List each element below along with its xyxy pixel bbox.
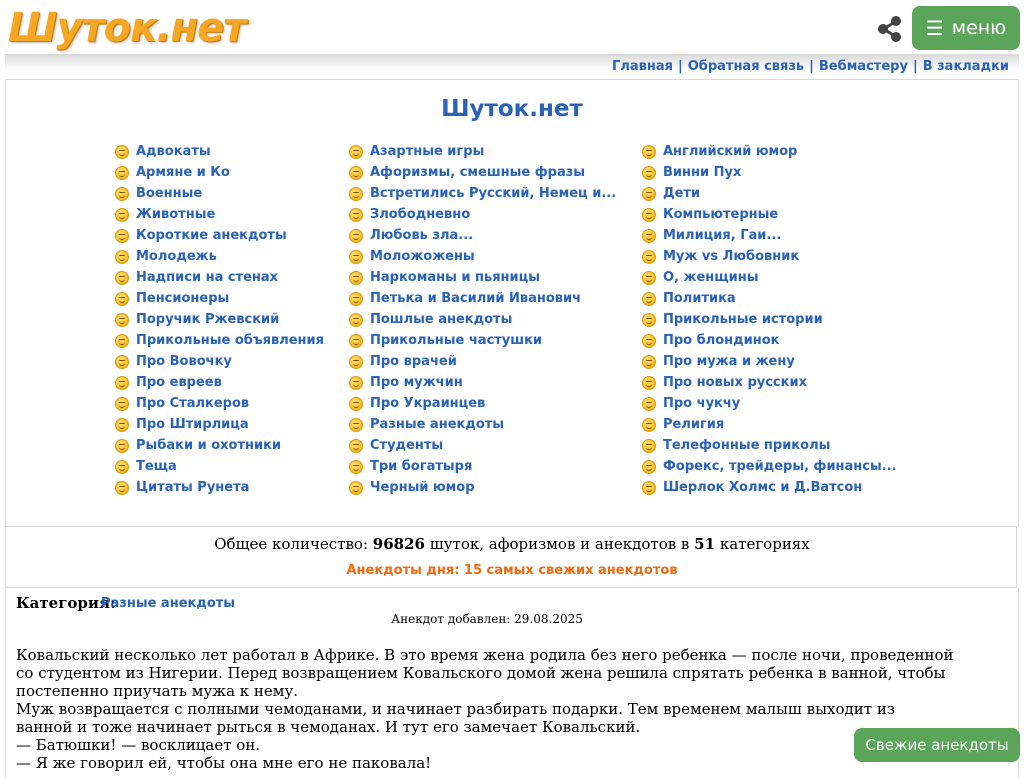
category-item[interactable] (349, 183, 616, 204)
category-link[interactable]: Шерлок Холмс и Д.Ватсон (663, 480, 863, 495)
category-item[interactable] (349, 267, 616, 288)
smiley-icon (642, 439, 656, 453)
hamburger-icon: ☰ (925, 16, 944, 40)
category-link[interactable]: Поручик Ржевский (136, 312, 280, 327)
category-item[interactable] (349, 309, 616, 330)
joke-category-link[interactable]: Разные анекдоты (101, 596, 236, 611)
category-item[interactable] (349, 435, 616, 456)
category-link[interactable]: Компьютерные (663, 207, 779, 222)
joke-line: Ковальский несколько лет работал в Африке. В это время жена родила без него ребенка — после ночи, проведенной со студентом из Нигерии. Перед возвращением Ковальского домой жена решила спрятать ребенка в ванной, чтобы постепенно приучать мужа к нему. (16, 646, 954, 700)
category-item[interactable] (349, 372, 616, 393)
category-item[interactable] (115, 351, 324, 372)
category-item[interactable] (115, 246, 324, 267)
category-item[interactable] (115, 141, 324, 162)
category-column-3 (642, 141, 897, 498)
category-link[interactable]: Про евреев (136, 375, 222, 390)
category-item[interactable] (642, 393, 897, 414)
site-logo[interactable]: Шуток.нет (8, 5, 246, 51)
category-link[interactable]: Афоризмы, смешные фразы (370, 165, 586, 180)
smiley-icon (115, 460, 129, 474)
category-item[interactable] (115, 204, 324, 225)
category-link[interactable]: Религия (663, 417, 725, 432)
category-item[interactable] (349, 477, 616, 498)
smiley-icon (642, 313, 656, 327)
category-item[interactable] (349, 393, 616, 414)
smiley-icon (642, 250, 656, 264)
category-item[interactable] (115, 288, 324, 309)
link-bookmarks[interactable]: В закладки (922, 59, 1009, 74)
header (0, 0, 1024, 56)
category-link[interactable]: Прикольные объявления (136, 333, 324, 348)
category-item[interactable] (642, 372, 897, 393)
category-item[interactable] (642, 351, 897, 372)
smiley-icon (642, 208, 656, 222)
category-item[interactable] (115, 477, 324, 498)
smiley-icon (115, 229, 129, 243)
category-item[interactable] (115, 183, 324, 204)
stats-total: 96826 (372, 535, 425, 553)
category-link[interactable]: Муж vs Любовник (663, 249, 800, 264)
category-link[interactable]: Про Вовочку (136, 354, 232, 369)
category-item[interactable] (642, 246, 897, 267)
category-link[interactable]: Черный юмор (370, 480, 475, 495)
category-link[interactable]: Пошлые анекдоты (370, 312, 513, 327)
category-link[interactable]: Прикольные истории (663, 312, 823, 327)
category-item[interactable] (349, 204, 616, 225)
smiley-icon (349, 481, 363, 495)
category-item[interactable] (642, 456, 897, 477)
smiley-icon (349, 208, 363, 222)
joke-text (16, 646, 956, 772)
category-item[interactable] (642, 288, 897, 309)
category-link[interactable]: Милиция, Гаи... (663, 228, 782, 243)
smiley-icon (349, 145, 363, 159)
smiley-icon (349, 397, 363, 411)
joke-line: Муж возвращается с полными чемоданами, и начинает разбирать подарки. Тем временем малыш выходит из ванной и тоже начинает рыться в чемоданах. И тут его замечает Ковальский. (16, 700, 895, 736)
smiley-icon (349, 313, 363, 327)
smiley-icon (349, 334, 363, 348)
category-item[interactable] (349, 246, 616, 267)
smiley-icon (349, 250, 363, 264)
category-link[interactable]: Форекс, трейдеры, финансы... (663, 459, 897, 474)
category-link[interactable]: Адвокаты (136, 144, 211, 159)
smiley-icon (642, 481, 656, 495)
smiley-icon (349, 439, 363, 453)
category-item[interactable] (115, 393, 324, 414)
smiley-icon (642, 460, 656, 474)
category-link[interactable]: Английский юмор (663, 144, 798, 159)
category-link[interactable]: Про Штирлица (136, 417, 249, 432)
smiley-icon (115, 376, 129, 390)
smiley-icon (349, 271, 363, 285)
category-item[interactable] (349, 162, 616, 183)
daily-jokes (0, 563, 1024, 578)
smiley-icon (115, 439, 129, 453)
category-item[interactable] (642, 477, 897, 498)
smiley-icon (642, 145, 656, 159)
category-item[interactable] (115, 372, 324, 393)
smiley-icon (115, 250, 129, 264)
category-link[interactable]: Винни Пух (663, 165, 742, 180)
smiley-icon (115, 292, 129, 306)
category-link[interactable]: Пенсионеры (136, 291, 230, 306)
category-link[interactable]: Рыбаки и охотники (136, 438, 282, 453)
category-item[interactable] (115, 225, 324, 246)
smiley-icon (642, 292, 656, 306)
smiley-icon (115, 355, 129, 369)
smiley-icon (642, 376, 656, 390)
category-link[interactable]: Дети (663, 186, 701, 201)
category-link[interactable]: Злободневно (370, 207, 471, 222)
category-link[interactable]: Моложожены (370, 249, 475, 264)
smiley-icon (642, 187, 656, 201)
stats-line: Общее количество: 96826 шуток, афоризмов и анекдотов в 51 категориях (214, 535, 810, 553)
category-column-2 (349, 141, 616, 498)
category-item[interactable] (642, 435, 897, 456)
smiley-icon (115, 187, 129, 201)
category-link[interactable]: Разные анекдоты (370, 417, 505, 432)
category-item[interactable] (642, 141, 897, 162)
category-item[interactable] (115, 330, 324, 351)
joke-category-label: Категория: (16, 594, 116, 612)
category-item[interactable] (115, 435, 324, 456)
category-link[interactable]: Студенты (370, 438, 444, 453)
smiley-icon (642, 334, 656, 348)
category-link[interactable]: Любовь зла... (370, 228, 474, 243)
smiley-icon (349, 166, 363, 180)
share-icon[interactable] (876, 14, 904, 44)
category-link[interactable]: Короткие анекдоты (136, 228, 287, 243)
smiley-icon (115, 397, 129, 411)
top-links: Главная | Обратная связь | Вебмастеру | В закладки (612, 59, 1009, 74)
smiley-icon (115, 145, 129, 159)
menu-label: меню (951, 17, 1007, 39)
smiley-icon (349, 229, 363, 243)
smiley-icon (349, 187, 363, 201)
category-link[interactable]: Про новых русских (663, 375, 807, 390)
category-link[interactable]: Про Сталкеров (136, 396, 250, 411)
smiley-icon (115, 271, 129, 285)
category-item[interactable] (349, 330, 616, 351)
smiley-icon (642, 229, 656, 243)
category-link[interactable]: Про блондинок (663, 333, 780, 348)
category-link[interactable]: Петька и Василий Иванович (370, 291, 582, 306)
category-item[interactable] (115, 162, 324, 183)
category-link[interactable]: Про мужчин (370, 375, 463, 390)
category-link[interactable]: Животные (136, 207, 216, 222)
category-link[interactable]: Наркоманы и пьяницы (370, 270, 541, 285)
category-item[interactable] (115, 414, 324, 435)
category-item[interactable] (642, 414, 897, 435)
smiley-icon (642, 355, 656, 369)
smiley-icon (115, 334, 129, 348)
smiley-icon (642, 418, 656, 432)
smiley-icon (115, 208, 129, 222)
category-item[interactable] (349, 288, 616, 309)
category-link[interactable]: Прикольные частушки (370, 333, 543, 348)
category-link[interactable]: Армяне и Ко (136, 165, 230, 180)
smiley-icon (115, 166, 129, 180)
category-item[interactable] (349, 141, 616, 162)
category-item[interactable] (115, 267, 324, 288)
menu-button[interactable] (912, 6, 1020, 50)
category-link[interactable]: Встретились Русский, Немец и... (370, 186, 617, 201)
page-title: Шуток.нет (441, 96, 583, 122)
category-item[interactable] (642, 183, 897, 204)
category-item[interactable] (642, 309, 897, 330)
category-link[interactable]: Цитаты Рунета (136, 480, 250, 495)
category-link[interactable]: Военные (136, 186, 203, 201)
category-link[interactable]: Про чукчу (663, 396, 741, 411)
category-item[interactable] (642, 330, 897, 351)
category-item[interactable] (642, 267, 897, 288)
link-feedback[interactable]: Обратная связь (687, 59, 805, 74)
smiley-icon (349, 460, 363, 474)
smiley-icon (115, 313, 129, 327)
category-item[interactable] (642, 204, 897, 225)
smiley-icon (642, 166, 656, 180)
category-link[interactable]: Азартные игры (370, 144, 485, 159)
category-item[interactable] (642, 225, 897, 246)
smiley-icon (349, 292, 363, 306)
smiley-icon (642, 271, 656, 285)
category-item[interactable] (349, 351, 616, 372)
stats-categories-count: 51 (694, 535, 716, 553)
category-item[interactable] (349, 456, 616, 477)
category-link[interactable]: Про врачей (370, 354, 457, 369)
smiley-icon (115, 418, 129, 432)
smiley-icon (349, 418, 363, 432)
category-link[interactable]: Политика (663, 291, 736, 306)
category-item[interactable] (115, 456, 324, 477)
joke-line: — Батюшки! — восклицает он. (16, 736, 261, 754)
category-item[interactable] (349, 414, 616, 435)
daily-jokes-link[interactable]: Анекдоты дня: 15 самых свежих анекдотов (346, 563, 678, 578)
category-link[interactable]: О, женщины (663, 270, 759, 285)
smiley-icon (349, 355, 363, 369)
category-link[interactable]: Три богатыря (370, 459, 473, 474)
category-link[interactable]: Про мужа и жену (663, 354, 795, 369)
link-webmaster[interactable]: Вебмастеру (818, 59, 908, 74)
fresh-jokes-button[interactable]: Свежие анекдоты (854, 728, 1020, 762)
category-item[interactable] (115, 309, 324, 330)
category-link[interactable]: Надписи на стенах (136, 270, 279, 285)
smiley-icon (642, 397, 656, 411)
category-link[interactable]: Молодежь (136, 249, 217, 264)
category-item[interactable] (349, 225, 616, 246)
smiley-icon (349, 376, 363, 390)
category-column-1 (115, 141, 324, 498)
joke-line: — Я же говорил ей, чтобы она мне его не паковала! (16, 754, 432, 772)
smiley-icon (115, 481, 129, 495)
joke-added-date: Анекдот добавлен: 29.08.2025 (391, 612, 583, 626)
link-home[interactable]: Главная (612, 59, 673, 74)
category-link[interactable]: Телефонные приколы (663, 438, 831, 453)
category-item[interactable] (642, 162, 897, 183)
category-link[interactable]: Про Украинцев (370, 396, 486, 411)
category-link[interactable]: Теща (136, 459, 177, 474)
